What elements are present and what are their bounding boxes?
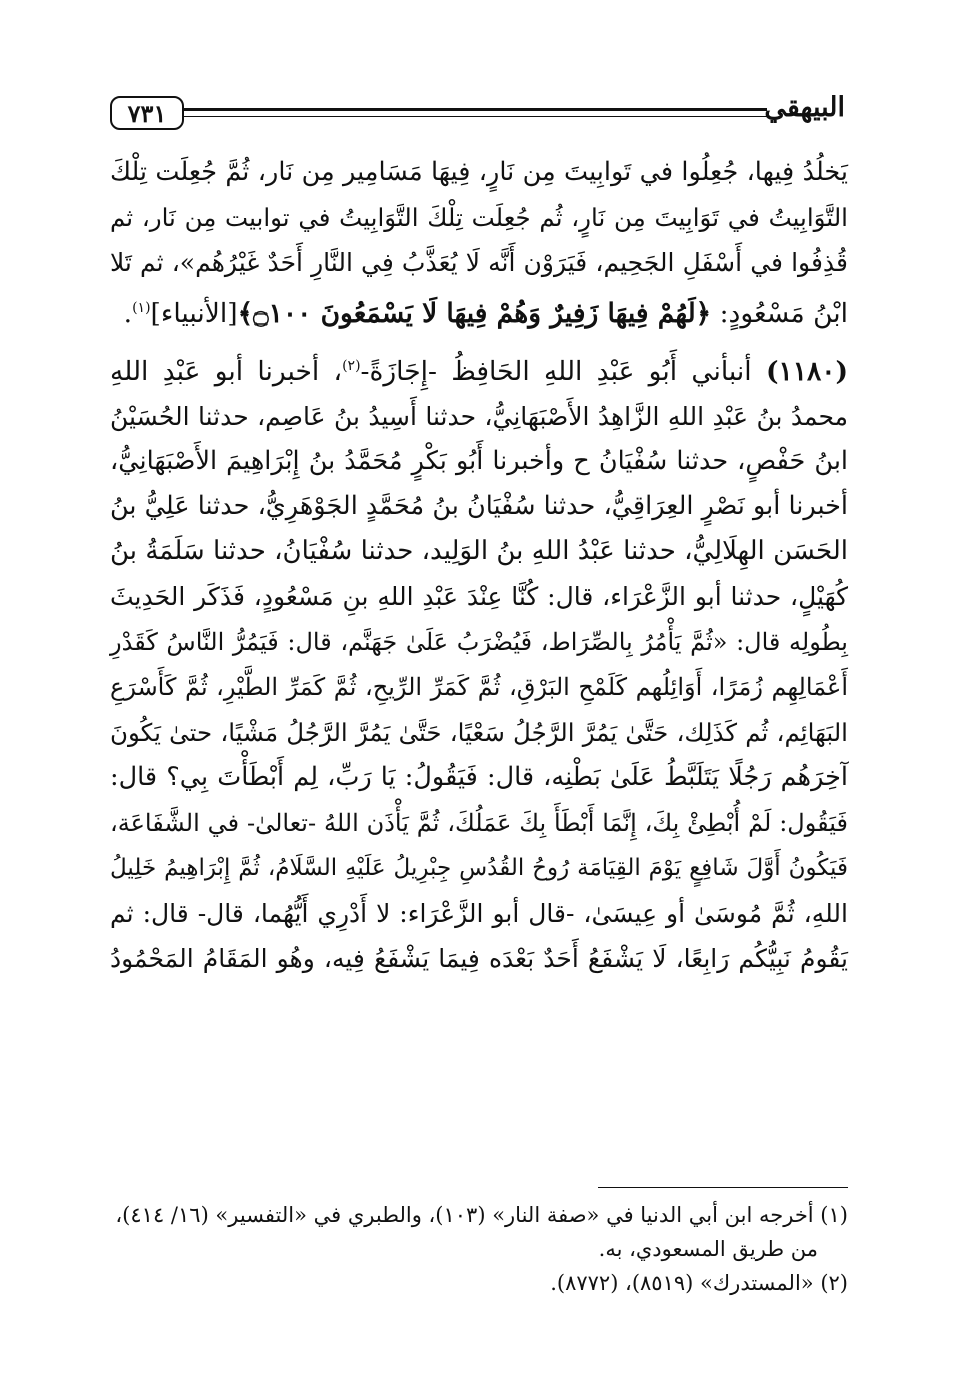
text-line: أخبرنا أبو نَصْرٍ العِرَاقِيُّ، حدثنا سُفْيَانُ بنُ مُحَمَّدٍ الجَوْهَرِيُّ، حدثنا عَلِيُّ بنُ xyxy=(110,491,848,522)
end-dot: . xyxy=(123,297,133,329)
text-line: يَقُومُ نَبِيُّكُم رَابِعًا، لَا يَشْفَعُ أَحَدٌ بَعْدَه فِيمَا يَشْفَعُ فِيه، وهُو المَقَامُ المَحْمُودُ xyxy=(110,944,848,974)
footnote-marker: (١) xyxy=(132,299,151,316)
hadith-number: (١١٨٠) xyxy=(765,355,848,387)
text-fragment: أنبأني أَبُو عَبْدِ اللهِ الحَافِظُ -إِجَازَةً- xyxy=(360,355,752,387)
hadith-paragraph xyxy=(110,344,848,982)
text-line: اللهِ، ثُمَّ مُوسَىٰ أو عِيسَىٰ، -قال أبو الزَّعْرَاء: لا أَدْرِي أَيُّهُما، قال- قال: ثم xyxy=(110,898,848,928)
book-title: البيهقي xyxy=(764,92,845,123)
footnote-1-continued: من طريق المسعودي، به. xyxy=(598,1237,818,1261)
text-line: بِطُولِه قال: «ثُمَّ يَأْمُرُ بِالصِّرَاط، فَيُضْرَبُ عَلَىٰ جَهَنَّم، قال: فَيَمُرُّ النَّاسُ كَقَدْرِ xyxy=(110,627,848,656)
text-line: فَيَقُول: لَمْ أُبْطِئْ بِكَ، إِنَّمَا أَبْطَأَ بِكَ عَمَلُكَ، ثُمَّ يَأْذَن اللهُ -تعالىٰ- في الشَّفَاعَة، xyxy=(110,808,848,837)
text-line: فَيَكُونُ أَوَّلَ شَافِعٍ يَوْمَ القِيَامَة رُوحُ القُدُسِ جِبْرِيلُ عَلَيْهِ السَّلَامُ، ثُمَّ إِبْرَاهِيمُ خَلِيلُ xyxy=(110,854,848,881)
text-line: آخِرَهُم رَجُلًا يَتَلَبَّطُ عَلَىٰ بَطْنِه، قال: فَيَقُولُ: يَا رَبِّ، لِم أَبْطَأْتَ بِي؟ قال: xyxy=(110,762,848,793)
footnotes xyxy=(110,1198,848,1300)
text-line xyxy=(110,286,848,336)
text-line: الحَسَن الهِلَالِيُّ، حدثنا عَبْدُ اللهِ بنُ الوَلِيد، حدثنا سُفْيَانُ، حدثنا سَلَمَةُ بنُ xyxy=(110,536,848,567)
main-text xyxy=(110,150,848,981)
header-rule xyxy=(184,108,767,117)
text-line: محمدُ بنُ عَبْدِ اللهِ الزَّاهِدُ الأَصْبَهَانِيُّ، حدثنا أَسِيدُ بنُ عَاصِم، حدثنا الحُسَيْنُ xyxy=(110,401,848,431)
quran-reference: [الأنبياء] xyxy=(150,297,238,329)
text-line: التَّوَابِيتُ في تَوَابِيتَ مِن نَارٍ، ثُم جُعِلَت تِلْكَ التَّوَابِيتُ في توابيت مِن نَار، ثم xyxy=(110,203,848,233)
paragraph-1 xyxy=(110,150,848,336)
quran-verse: ﴿لَهُمْ فِيهَا زَفِيرٌ وَهُمْ فِيهَا لَا يَسْمَعُونَ ۝١٠٠﴾ xyxy=(237,297,712,329)
text-line: ابنُ حَفْصٍ، حدثنا سُفْيَانُ ح وأخبرنا أَبُو بَكْرٍ مُحَمَّدُ بنُ إِبْرَاهِيمَ الأَصْبَهَانِيُّ، xyxy=(110,445,848,476)
footnote-marker: (٢) xyxy=(342,357,361,374)
text-line xyxy=(110,344,848,394)
text-line: أَعْمَالِهِم زُمَرًا، أَوَائِلُهم كَلَمْحِ البَرْقِ، ثُمَّ كَمَرِّ الرِّيحِ، ثُمَّ كَمَرِّ الطَّيْرِ، ثُمَّ كَأَسْرَعِ xyxy=(110,672,848,701)
text-fragment: ابْنُ مَسْعُودٍ: xyxy=(719,297,848,329)
page-number: ٧٣١ xyxy=(110,96,184,130)
footnote-1: (١) أخرجه ابن أبي الدنيا في «صفة النار» (١٠٣)، والطبري في «التفسير» (١٦/ ٤١٤)، xyxy=(115,1203,848,1227)
text-line: البَهَائِم، ثُم كَذَلِك، حَتَّىٰ يَمُرَّ الرَّجُلُ سَعْيًا، حَتَّىٰ يَمُرَّ الرَّجُلُ مَشْيًا، حتىٰ يَكُونَ xyxy=(110,718,848,748)
text-fragment: ، أخبرنا أبو عَبْدِ اللهِ xyxy=(110,355,343,387)
footnote-separator xyxy=(598,1187,848,1188)
text-line: يَخلُدُ فِيها، جُعِلُوا في تَوابِيتَ مِن نَارٍ، فِيهَا مَسَامِير مِن نَار، ثُمَّ جُعِلَت تِلْكَ xyxy=(110,157,848,187)
text-line: قُذِفُوا في أَسْفَلِ الجَحِيم، فَيَرَوْن أَنَّه لَا يُعَذَّبُ فِي النَّارِ أَحَدٌ غَيْرُهُم»، ثم تَلا xyxy=(110,248,848,278)
page-header xyxy=(110,92,845,136)
footnote-2: (٢) «المستدرك» (٨٥١٩)، (٨٧٧٢). xyxy=(550,1271,848,1295)
text-line: كُهَيْلٍ، حدثنا أبو الزَّعْرَاء، قال: كُنَّا عِنْدَ عَبْدِ اللهِ بنِ مَسْعُودٍ، فَذَكَر الحَدِيثَ xyxy=(110,582,848,612)
